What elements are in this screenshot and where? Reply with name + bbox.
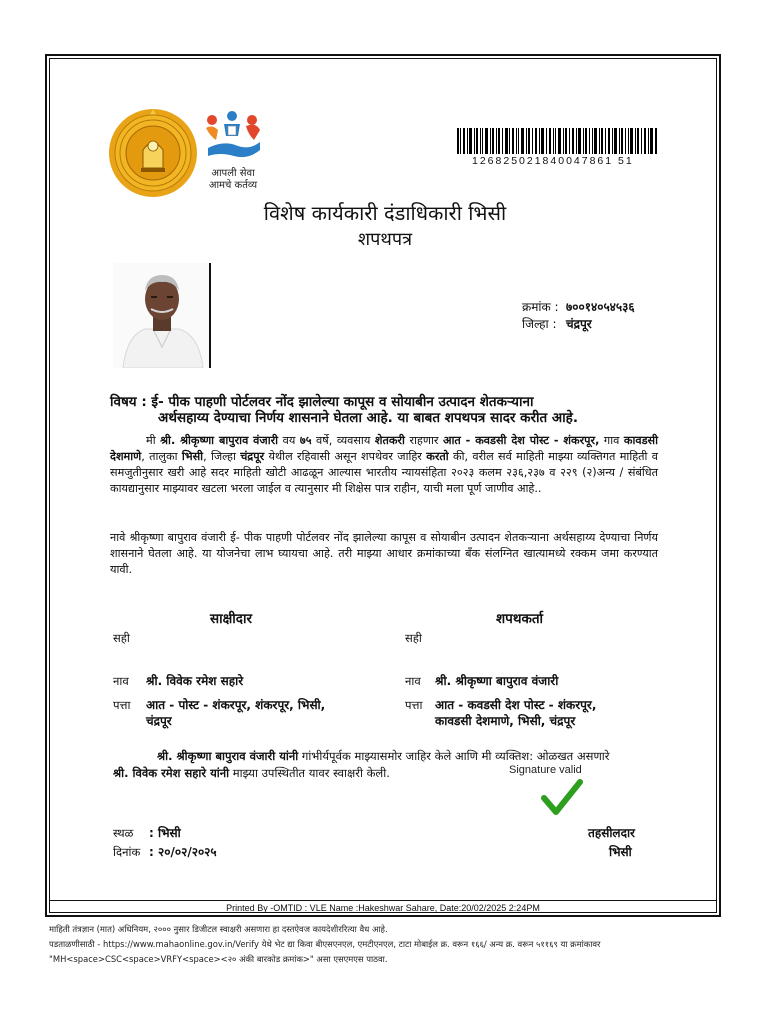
witness-name: श्री. विवेक रमेश सहारे (146, 674, 244, 688)
p1-verb: करतो (426, 450, 449, 463)
request-paragraph: नावे श्रीकृष्णा बापुराव वंजारी ई- पीक पाहणी पोर्टलवर नोंद झालेल्या कापूस व सोयाबीन उत्पादन शेतकऱ्याना अर्थसहाय्य देण्याचा निर्णय शासनाने घेतला आहे. या योजनेचा लाभ घ्यायचा आहे. तरी माझ्या आधार क्रमांकाच्या बँक संलग्नित खात्यामध्ये रक्कम जमा करण्यात यावी. (110, 531, 658, 576)
verification-note: पडताळणीसाठी - https://www.mahaonline.gov.in/Verify येथे भेट द्या किवा बीएसएनएल, एमटीएनएल, टाटा मोबाईल क्र. वरून १६६/ अन्य क्र. वरून ५११६९ या क्रमांकावर (49, 939, 601, 949)
officer-title: तहसीलदार (588, 826, 635, 840)
attestation-witness: श्री. विवेक रमेश सहारे यांनी (113, 766, 230, 780)
date-value: : २०/०२/२०२५ (149, 845, 217, 859)
p1-text-c: वर्षे, व्यवसाय (311, 434, 375, 447)
p1-text-f: , तालुका (141, 450, 182, 463)
deponent-heading: शपथकर्ता (496, 611, 544, 627)
applicant-village: कावडसी देशमाणे (110, 434, 659, 463)
barcode-number: 126825021840047861 51 (472, 155, 634, 167)
district-label: जिल्हा : (522, 317, 557, 331)
office-title: विशेष कार्यकारी दंडाधिकारी भिसी (263, 201, 507, 225)
p1-text-h: येथील रहिवासी असून शपथेवर जाहिर (264, 450, 427, 463)
photo-border (209, 263, 211, 368)
p1-text-d: राहणार (404, 434, 443, 447)
witness-address-line1: आत - पोस्ट - शंकरपूर, शंकरपूर, भिसी, (146, 698, 326, 712)
place-value: : भिसी (149, 826, 181, 840)
applicant-district: चंद्रपूर (240, 450, 265, 463)
place-label: स्थळ (113, 826, 134, 840)
p1-text-g: , जिल्हा (203, 450, 241, 463)
service-caption-line2: आमचे कर्तव्य (208, 180, 258, 191)
district-value: चंद्रपूर (566, 317, 592, 331)
printed-by-bar: Printed By -OMTID : VLE Name :Hakeshwar Sahare, Date:20/02/2025 2:24PM (49, 900, 717, 914)
subject-line1: विषय : ई- पीक पाहणी पोर्टलवर नोंद झालेल्या कापूस व सोयाबीन उत्पादन शेतकऱ्याना (110, 394, 534, 410)
witness-address-label: पत्ता (113, 698, 131, 712)
attestation-deponent: श्री. श्रीकृष्णा बापुराव वंजारी यांनी (157, 749, 299, 763)
attestation-line2 (113, 764, 513, 782)
government-seal-icon (108, 108, 198, 198)
applicant-age: ७५ (299, 434, 312, 447)
district-row (522, 316, 592, 332)
applicant-address: आत - कवडसी देश पोस्ट - शंकरपूर, (442, 434, 600, 447)
number-value: ७००१४०५४५३६ (566, 300, 635, 314)
applicant-taluka: भिसी (181, 450, 204, 463)
witness-heading: साक्षीदार (210, 611, 252, 627)
p1-text-b: वय (278, 434, 300, 447)
sms-note: "MH<space>CSC<space>VRFY<space><२० अंकी बारकोड क्रमांक>" असा एसएमएस पाठवा. (49, 954, 388, 964)
signature-status: Signature valid (509, 764, 582, 776)
p1-text-e: गाव (599, 434, 624, 447)
applicant-photo (113, 263, 211, 368)
date-label: दिनांक (113, 845, 141, 859)
applicant-name: श्री. श्रीकृष्णा बापुराव वंजारी (160, 434, 279, 447)
deponent-address-line2: कावडसी देशमाणे, भिसी, चंद्रपूर (435, 714, 576, 728)
service-caption (198, 168, 268, 192)
service-caption-line1: आपली सेवा (211, 168, 255, 179)
barcode-icon (457, 128, 657, 154)
deponent-name: श्री. श्रीकृष्णा बापुराव वंजारी (435, 674, 559, 688)
officer-location: भिसी (609, 845, 632, 859)
witness-address-line2: चंद्रपूर (146, 714, 172, 728)
declaration-paragraph (110, 433, 658, 497)
p1-text-a: मी (146, 434, 161, 447)
subject-line2: अर्थसहाय्य देण्याचा निर्णय शासनाने घेतला आहे. या बाबत शपथपत्र सादर करीत आहे. (158, 410, 578, 426)
p1-text-i: की, वरील सर्व माहिती माझ्या व्यक्तिगत माहिती व समजुतीनुसार खरी आहे सदर माहिती खोटी आढळून आल्यास भारतीय न्यायसंहिता २०२३ कलम २३६,२३७ व २२९ (२)अन्य / संबंधित कायद्यानुसार माझ्यावर खटला भरला जाईल व त्यानुसार मी शिक्षेस पात्र राहीन, याची मला पूर्ण जाणीव आहे.. (110, 450, 658, 495)
deponent-address-label: पत्ता (405, 698, 423, 712)
number-label: क्रमांक : (522, 300, 559, 314)
legal-note: माहिती तंत्रज्ञान (मात) अधिनियम, २००० नुसार डिजीटल स्वाक्षरी असणारा हा दस्तऐवज कायदेशीररित्या वैध आहे. (49, 924, 388, 934)
attestation-line1 (157, 747, 667, 765)
witness-name-label: नाव (113, 674, 129, 688)
applicant-occupation: शेतकरी (374, 434, 405, 447)
deponent-sign-label: सही (405, 631, 422, 645)
deponent-name-label: नाव (405, 674, 421, 688)
checkmark-icon (541, 778, 583, 818)
attestation-text1: गांभीर्यपूर्वक माझ्यासमोर जाहिर केले आणि मी व्यक्तिश: ओळखत असणारे (298, 749, 610, 763)
reference-number (522, 299, 635, 315)
attestation-text2: माझ्या उपस्थितीत यावर स्वाक्षरी केली. (229, 766, 390, 780)
document-title: शपथपत्र (357, 229, 413, 250)
deponent-address-line1: आत - कवडसी देश पोस्ट - शंकरपूर, (435, 698, 597, 712)
witness-sign-label: सही (113, 631, 130, 645)
aapli-seva-logo-icon (202, 106, 264, 168)
